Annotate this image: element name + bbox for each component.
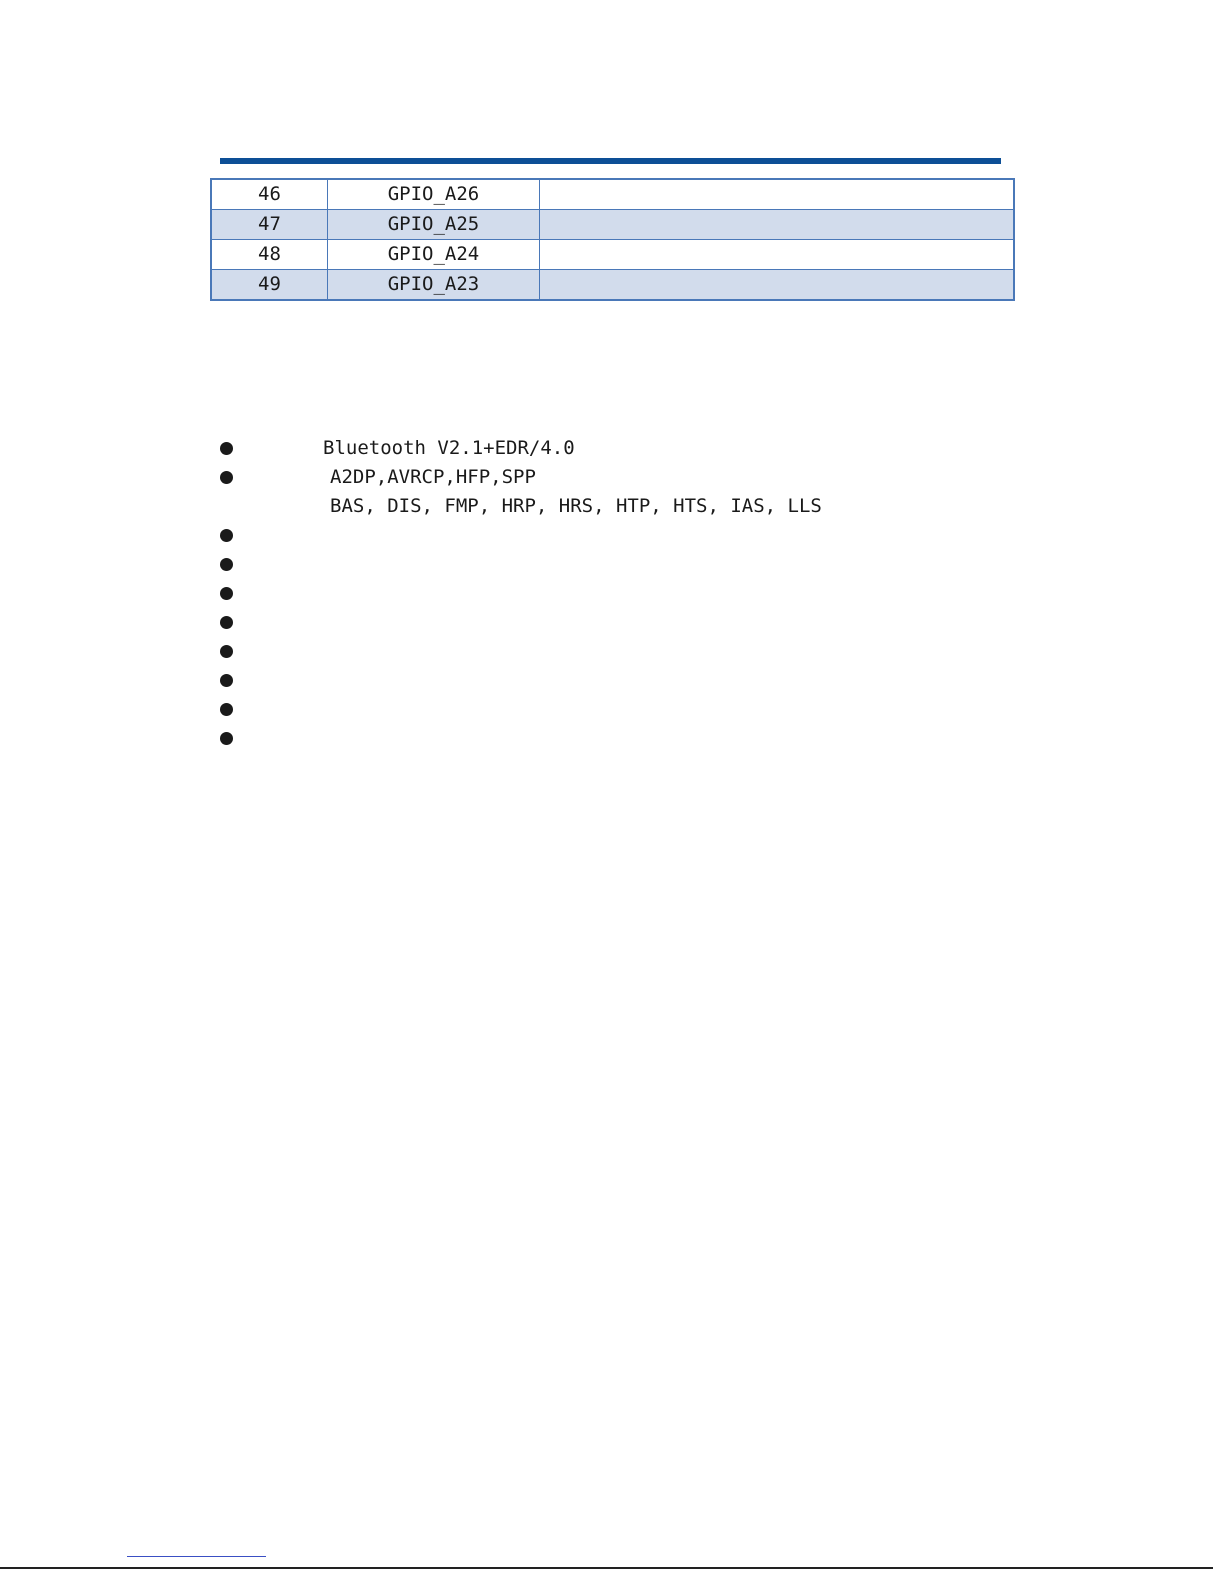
bullet-icon bbox=[220, 529, 233, 542]
footer-rule bbox=[0, 1567, 1213, 1569]
feature-text-ble: BAS, DIS, FMP, HRP, HRS, HTP, HTS, IAS, LLS bbox=[330, 495, 822, 517]
pin-name: GPIO_A26 bbox=[328, 179, 540, 210]
table-row bbox=[211, 210, 1014, 240]
table-row bbox=[211, 179, 1014, 210]
pin-name: GPIO_A25 bbox=[328, 210, 540, 240]
pin-name: GPIO_A24 bbox=[328, 240, 540, 270]
bullet-icon bbox=[220, 645, 233, 658]
pin-number: 49 bbox=[211, 270, 328, 301]
feature-text: A2DP,AVRCP,HFP,SPP bbox=[330, 466, 536, 488]
bullet-icon bbox=[220, 674, 233, 687]
pin-description bbox=[540, 270, 1015, 301]
table-row bbox=[211, 240, 1014, 270]
bullet-icon bbox=[220, 703, 233, 716]
pin-number: 46 bbox=[211, 179, 328, 210]
pin-number: 47 bbox=[211, 210, 328, 240]
pin-name: GPIO_A23 bbox=[328, 270, 540, 301]
bullet-icon bbox=[220, 616, 233, 629]
header-rule bbox=[220, 158, 1001, 164]
pin-table bbox=[210, 178, 1015, 301]
pin-number: 48 bbox=[211, 240, 328, 270]
bullet-icon bbox=[220, 558, 233, 571]
pin-description bbox=[540, 240, 1015, 270]
feature-text: Bluetooth V2.1+EDR/4.0 bbox=[323, 437, 575, 459]
bullet-icon bbox=[220, 587, 233, 600]
bullet-icon bbox=[220, 471, 233, 484]
pin-description bbox=[540, 210, 1015, 240]
bullet-icon bbox=[220, 732, 233, 745]
bullet-icon bbox=[220, 442, 233, 455]
pin-description bbox=[540, 179, 1015, 210]
table-row bbox=[211, 270, 1014, 301]
footer-link-underline[interactable] bbox=[127, 1556, 266, 1557]
